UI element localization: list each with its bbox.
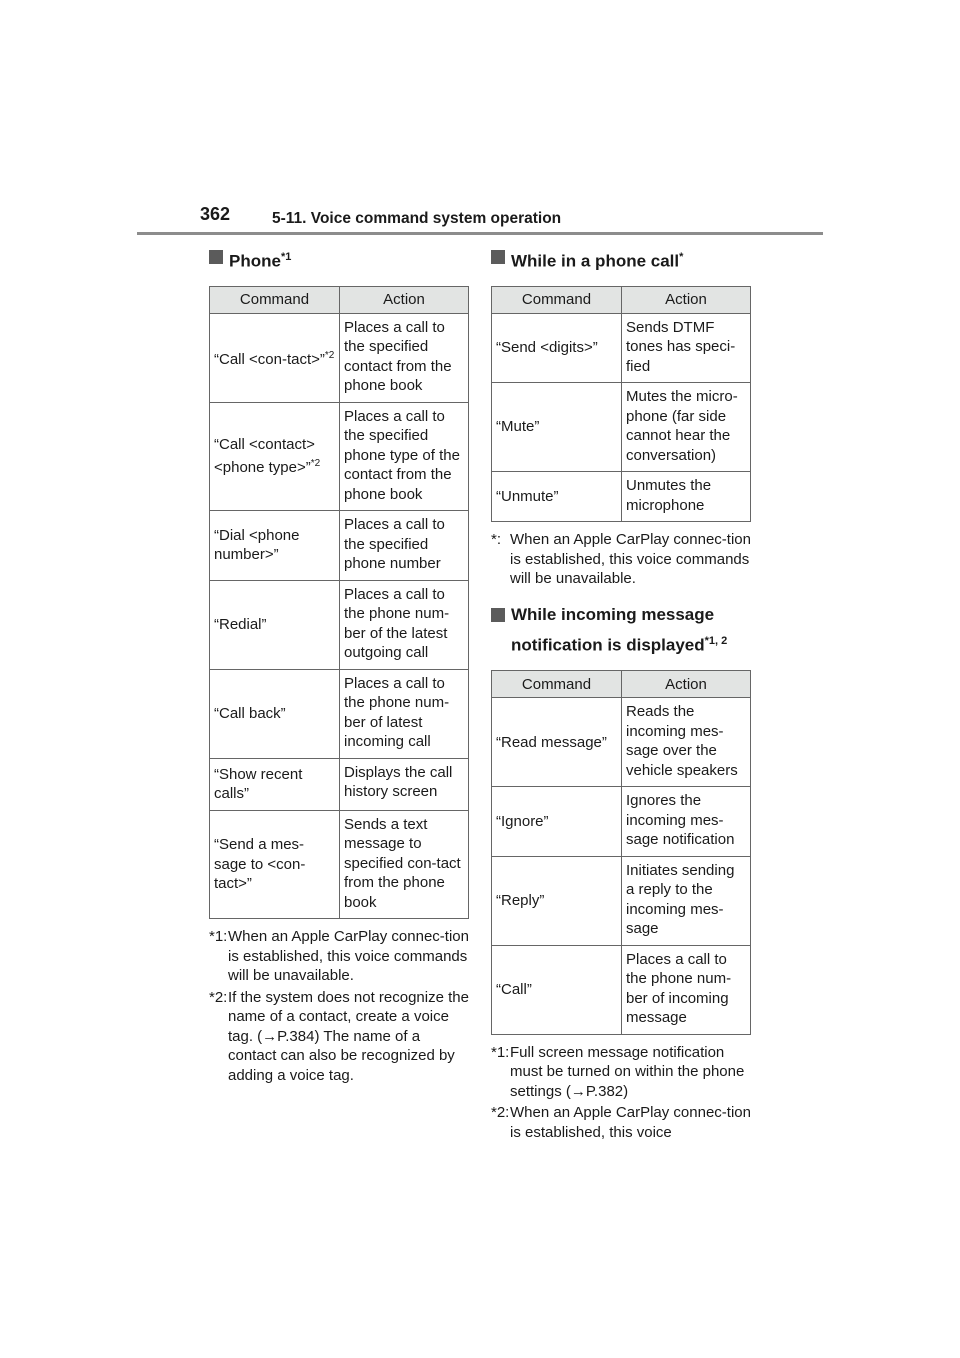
command-cell: “Call”: [492, 945, 622, 1034]
table-row: [210, 511, 469, 581]
command-cell: “Ignore”: [492, 787, 622, 857]
table-row: [210, 810, 469, 919]
table-row: [492, 945, 751, 1034]
header-rule: [137, 232, 823, 235]
action-cell: Places a call to the phone num-ber of the latest outgoing call: [340, 580, 469, 669]
footnote: *: When an Apple CarPlay connec-tion is established, this voice commands will be unavailable.: [491, 531, 751, 588]
right-column: [491, 245, 753, 1144]
table-row: [210, 580, 469, 669]
table-row: [492, 856, 751, 945]
section-title-phone: Phone$^{*1}$: [209, 245, 471, 274]
table-header-row: [492, 286, 751, 313]
table-row: [210, 758, 469, 810]
footnotes: [491, 1043, 753, 1143]
section-title-phone-call: While in a phone call*: [491, 245, 753, 274]
footnote: *1: When an Apple CarPlay connec-tion is established, this voice commands will be unavailable.: [209, 928, 469, 985]
action-cell: Reads the incoming mes-sage over the vehicle speakers: [622, 698, 751, 787]
command-cell: “Call back”: [210, 669, 340, 758]
command-cell: “Read message”: [492, 698, 622, 787]
square-bullet-icon: [491, 608, 505, 622]
table-row: [492, 698, 751, 787]
column-header-action: Action: [340, 286, 469, 313]
page-header: [200, 204, 825, 234]
command-cell: “Show recent calls”: [210, 758, 340, 810]
column-header-action: Action: [622, 671, 751, 698]
footnote: *1: Full screen message notification must be turned on within the phone settings (→P.382): [491, 1043, 745, 1100]
chapter-title: 5-11. Voice command system operation: [272, 210, 562, 227]
table-row: [492, 313, 751, 383]
table-row: [492, 472, 751, 522]
command-cell: “Unmute”: [492, 472, 622, 522]
command-cell: “Redial”: [210, 580, 340, 669]
action-cell: Sends DTMF tones has speci-fied: [622, 313, 751, 383]
command-cell: “Mute”: [492, 383, 622, 472]
action-cell: Places a call to the specified phone number: [340, 511, 469, 581]
footnotes: [491, 530, 753, 589]
footnote: *2: If the system does not recognize the name of a contact, create a voice tag. (→P.384) The name of a contact can also be recognized by adding a voice tag.: [209, 988, 469, 1084]
column-header-command: Command: [210, 286, 340, 313]
square-bullet-icon: [491, 250, 505, 264]
table-row: [492, 383, 751, 472]
action-cell: Mutes the micro-phone (far side cannot hear the conversation): [622, 383, 751, 472]
action-cell: Places a call to the phone num-ber of latest incoming call: [340, 669, 469, 758]
action-cell: Unmutes the microphone: [622, 472, 751, 522]
action-cell: Places a call to the specified contact from the phone book: [340, 313, 469, 402]
table-row: [210, 402, 469, 511]
table-row: [492, 787, 751, 857]
command-cell: “Send <digits>”: [492, 313, 622, 383]
column-header-command: Command: [492, 286, 622, 313]
action-cell: Initiates sending a reply to the incoming mes-sage: [622, 856, 751, 945]
message-command-table: [491, 670, 751, 1035]
command-cell: “Dial <phone number>”: [210, 511, 340, 581]
action-cell: Places a call to the specified phone type of the contact from the phone book: [340, 402, 469, 511]
column-header-action: Action: [622, 286, 751, 313]
command-cell: “Call <con-tact>”$^{*2}$: [210, 313, 340, 402]
command-cell: “Send a mes-sage to <con-tact>”: [210, 810, 340, 919]
phone-command-table: [209, 286, 469, 920]
footnote: *2: When an Apple CarPlay connec-tion is established, this voice: [491, 1104, 751, 1141]
table-header-row: [492, 671, 751, 698]
action-cell: Sends a text message to specified con-tact from the phone book: [340, 810, 469, 919]
call-command-table: [491, 286, 751, 523]
action-cell: Displays the call history screen: [340, 758, 469, 810]
section-title-incoming-message: While incoming message notification is displayed$^{*1, 2}$: [491, 601, 753, 659]
command-cell: “Reply”: [492, 856, 622, 945]
action-cell: Ignores the incoming mes-sage notification: [622, 787, 751, 857]
footnotes: [209, 927, 471, 1085]
table-row: [210, 313, 469, 402]
command-cell: “Call <contact> <phone type>”$^{*2}$: [210, 402, 340, 511]
table-header-row: [210, 286, 469, 313]
column-header-command: Command: [492, 671, 622, 698]
square-bullet-icon: [209, 250, 223, 264]
table-row: [210, 669, 469, 758]
action-cell: Places a call to the phone num-ber of incoming message: [622, 945, 751, 1034]
page-number: 362: [200, 204, 231, 224]
left-column: [209, 245, 471, 1087]
